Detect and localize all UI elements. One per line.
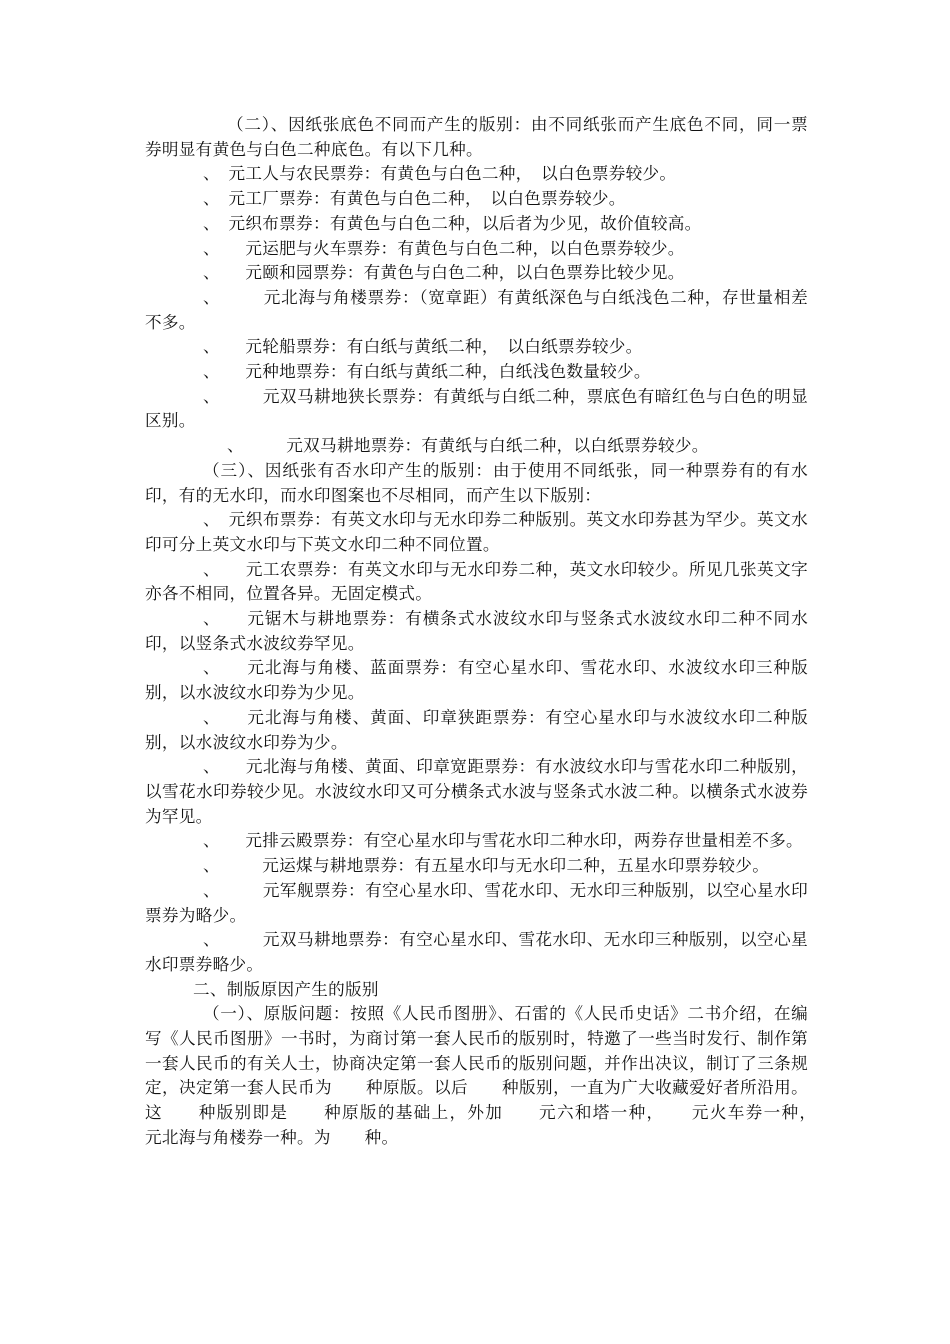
paragraph-original-plate: （一）、原版问题：按照《人民币图册》、石雷的《人民币史话》二书介绍，在编写《人民币图册》一书时，为商讨第一套人民币的版别时，特邀了一些当时发行、制作第一套人民币的有关人士，协商决定第一套人民币的版别问题，并作出决议，制订了三条规定，决定第一套人民币为 种原版。以后 种版别，一直为广大收藏爱好者所沿用。这 种版别即是 种原版的基础上，外加 元六和塔一种， 元火车券一种， 元北海与角楼券一种。为 种。 — [145, 1004, 859, 1147]
list-item: 、 元双马耕地票券：有空心星水印、雪花水印、无水印三种版别，以空心星水印票券略少。 — [145, 930, 808, 974]
list-item: 、 元种地票券：有白纸与黄纸二种，白纸浅色数量较少。 — [203, 362, 651, 382]
list-item: 、 元运肥与火车票券：有黄色与白色二种，以白色票券较少。 — [203, 238, 685, 258]
list-item: 、 元北海与角楼、黄面、印章狭距票券：有空心星水印与水波纹水印二种版别，以水波纹水印券为少。 — [145, 707, 808, 752]
list-item: 、 元双马耕地狭长票券：有黄纸与白纸二种，票底色有暗红色与白色的明显区别。 — [145, 386, 808, 431]
list-item: 、 元排云殿票券：有空心星水印与雪花水印二种水印，两券存世量相差不多。 — [203, 831, 803, 851]
list-item: 、 元军舰票券：有空心星水印、雪花水印、无水印三种版别，以空心星水印票券为略少。 — [145, 880, 808, 925]
list-item: 、 元双马耕地票券：有黄纸与白纸二种，以白纸票券较少。 — [227, 436, 709, 456]
list-item: 、 元北海与角楼、黄面、印章宽距票券：有水波纹水印与雪花水印二种版别，以雪花水印券较少见。水波纹水印又可分横条式水波与竖条式水波二种。以横条式水波券为罕见。 — [145, 757, 808, 826]
list-item: 、 元北海与角楼、蓝面票券：有空心星水印、雪花水印、水波纹水印三种版别，以水波纹水印券为少见。 — [145, 658, 808, 703]
list-item: 、 元工人与农民票券：有黄色与白色二种， 以白色票券较少。 — [203, 164, 677, 184]
list-item: 、 元工农票券：有英文水印与无水印券二种，英文水印较少。所见几张英文字亦各不相同，位置各异。无固定模式。 — [145, 559, 808, 604]
list-item: 、 元工厂票券：有黄色与白色二种， 以白色票券较少。 — [203, 189, 626, 209]
list-item: 、 元织布票券：有英文水印与无水印券二种版别。英文水印券甚为罕少。英文水印可分上英文水印与下英文水印二种不同位置。 — [145, 510, 808, 554]
section-heading-paper-color: （二）、因纸张底色不同而产生的版别：由不同纸张而产生底色不同，同一票券明显有黄色与白色二种底色。有以下几种。 — [145, 115, 808, 159]
list-item: 、 元织布票券：有黄色与白色二种，以后者为少见，故价值较高。 — [203, 213, 702, 233]
list-item: 、 元颐和园票券：有黄色与白色二种，以白色票券比较少见。 — [203, 263, 685, 283]
list-item: 、 元锯木与耕地票券：有横条式水波纹水印与竖条式水波纹水印二种不同水印，以竖条式水波纹券罕见。 — [145, 609, 808, 653]
section-heading-plate: 二、制版原因产生的版别 — [193, 979, 379, 999]
document-body — [145, 113, 859, 1151]
list-item: 、 元北海与角楼票券：（宽章距）有黄纸深色与白纸浅色二种，存世量相差不多。 — [145, 287, 808, 332]
list-item: 、 元轮船票券：有白纸与黄纸二种， 以白纸票券较少。 — [203, 337, 643, 357]
section-heading-watermark: （三）、因纸张有否水印产生的版别：由于使用不同纸张，同一种票券有的有水印，有的无水印，而水印图案也不尽相同，而产生以下版别： — [145, 460, 808, 505]
list-item: 、 元运煤与耕地票券：有五星水印与无水印二种，五星水印票券较少。 — [203, 856, 770, 876]
